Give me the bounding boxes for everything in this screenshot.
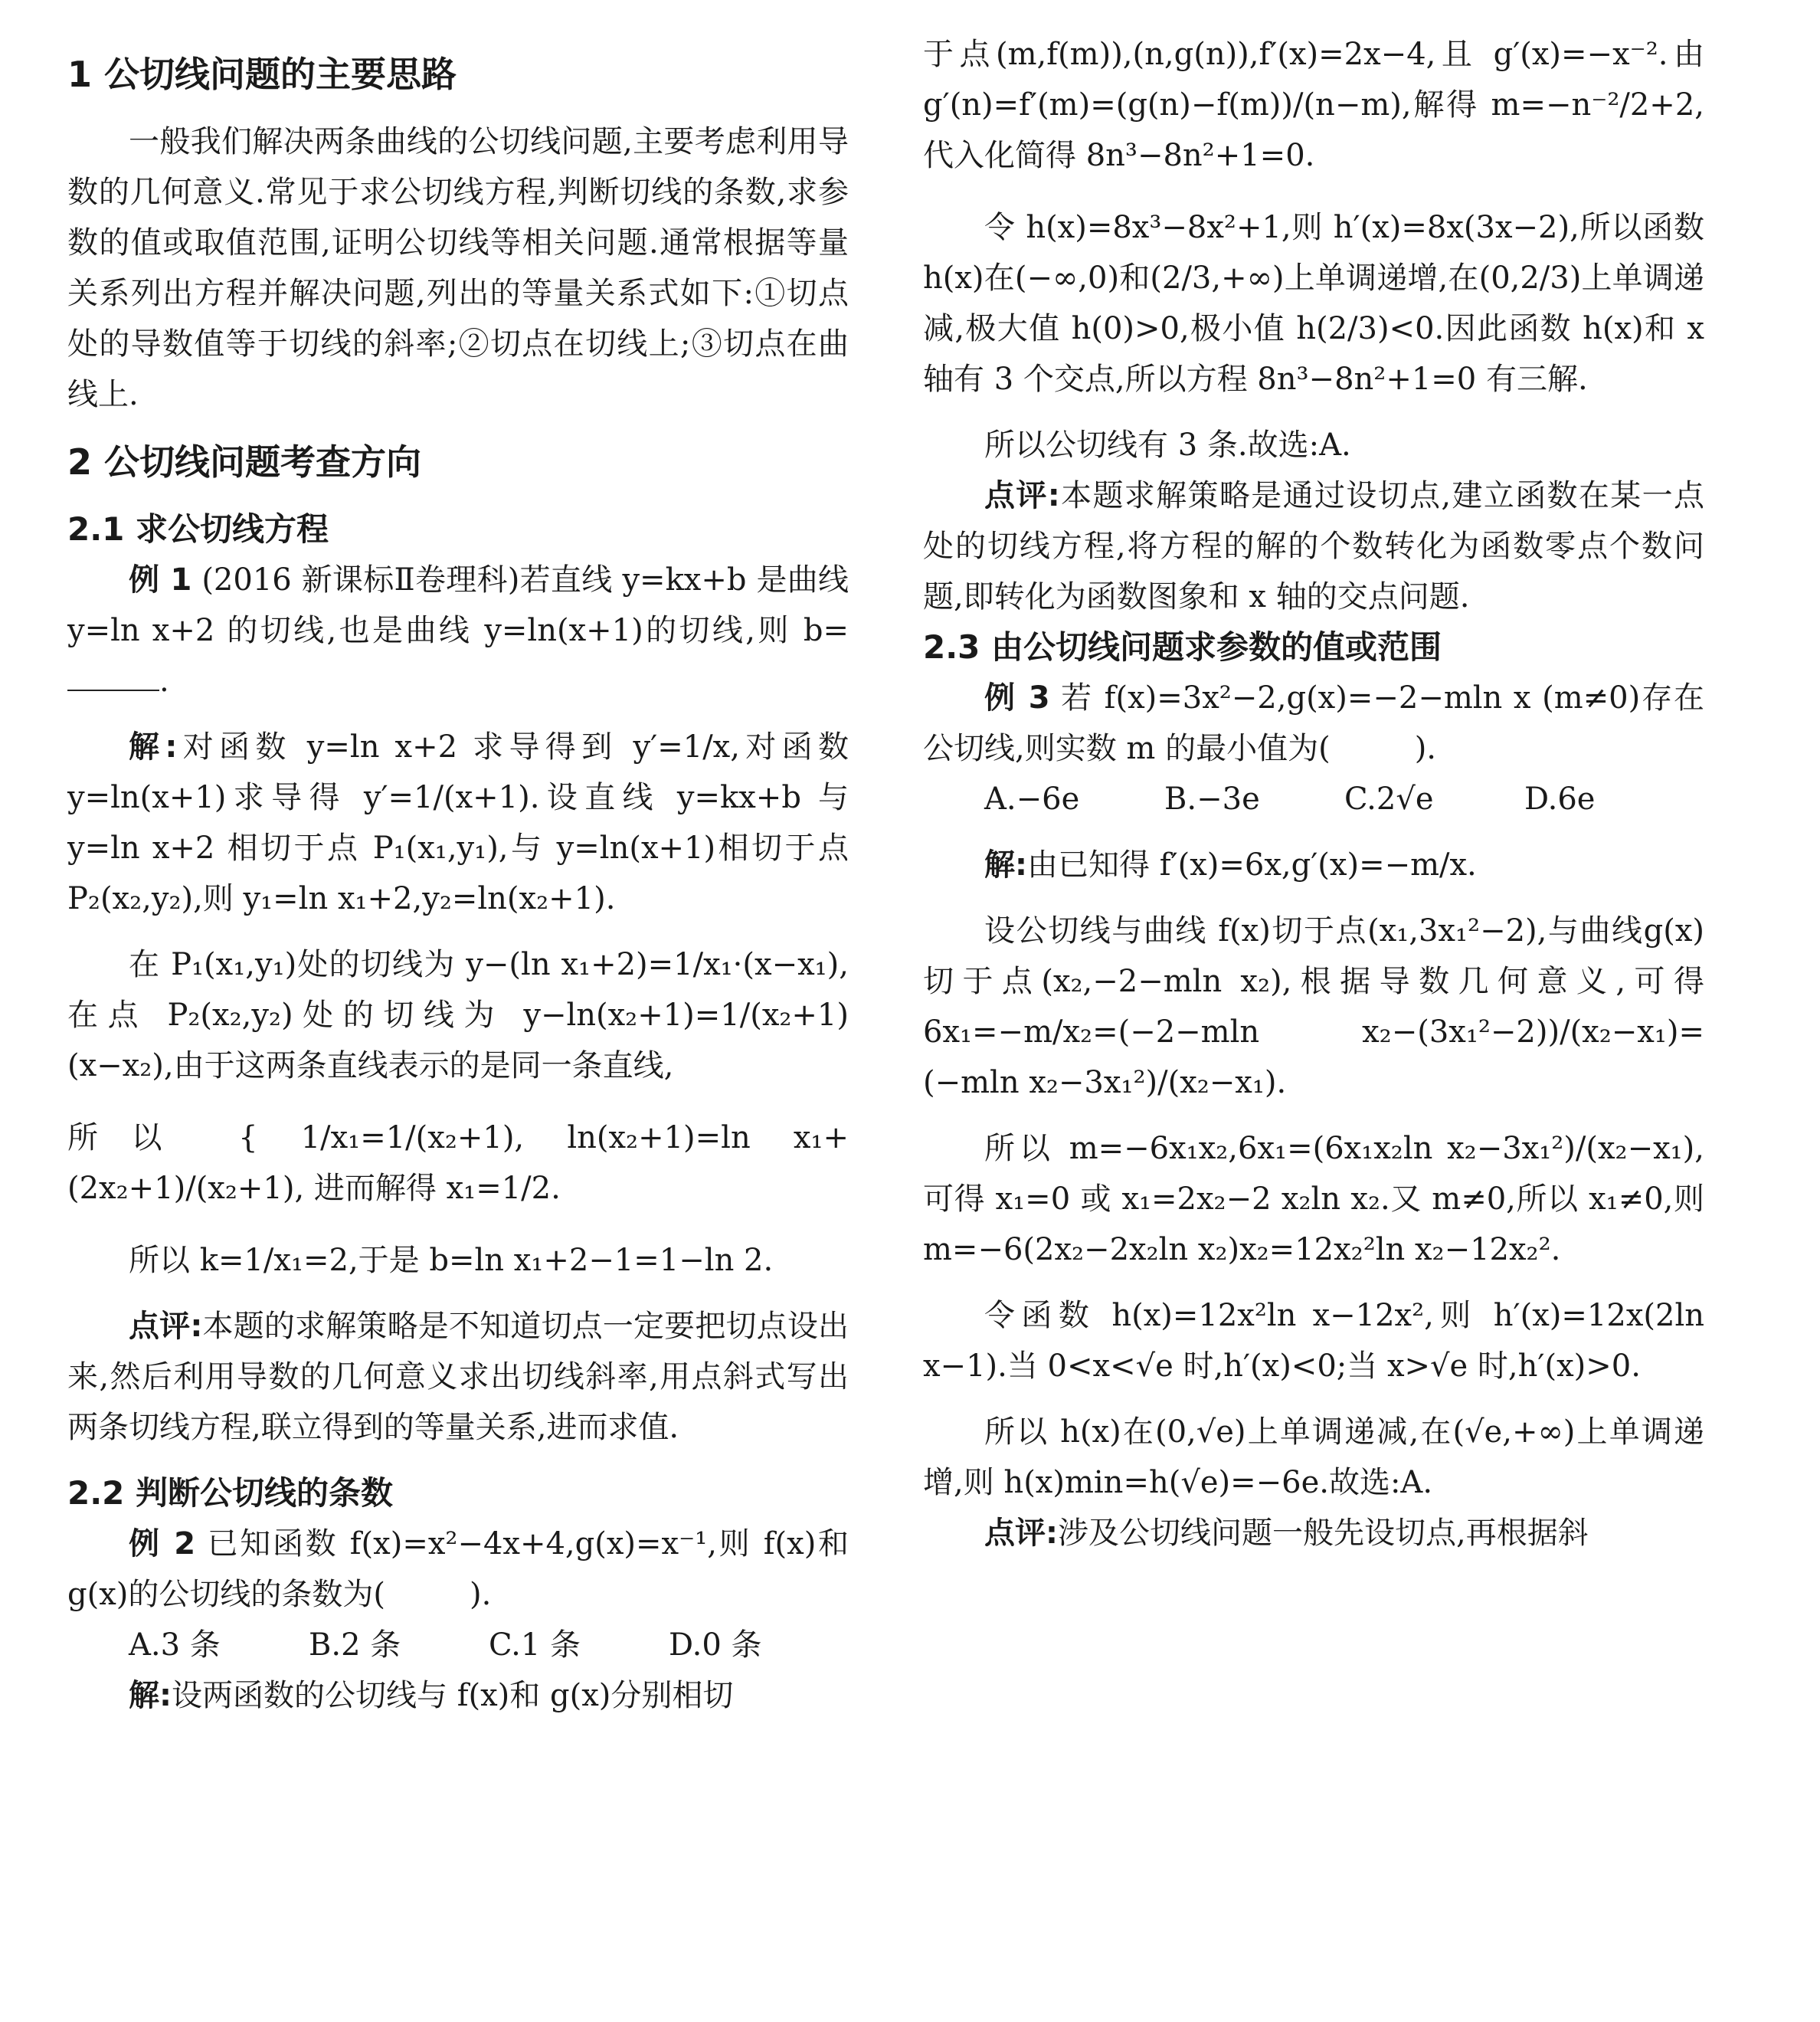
review-label: 点评: [129,1309,203,1344]
solution-2-b: 于点(m,f(m)),(n,g(n)),f′(x)=2x−4,且 g′(x)=−x⁻².由 g′(n)=f′(m)=(g(n)−f(m))/(n−m),解得 m=−n⁻²/2+2,代入化简得 8n³−8n²+1=0. [923,37,1704,173]
section-2-2-title: 2.2 判断公切线的条数 [67,1474,394,1512]
solution-2-d: 所以公切线有 3 条.故选:A. [984,428,1351,463]
solution-label: 解: [984,847,1027,883]
solution-label: 解: [129,729,178,765]
example-2-end: ). [469,1577,492,1612]
example-3-label: 例 3 [984,680,1050,716]
review-2-text: 本题求解策略是通过设切点,建立函数在某一点处的切线方程,将方程的解的个数转化为函数零点个数问题,即转化为函数图象和 x 轴的交点问题. [923,478,1704,614]
section-2-title: 2 公切线问题考查方向 [67,441,422,483]
solution-3-b: 设公切线与曲线 f(x)切于点(x₁,3x₁²−2),与曲线g(x)切于点(x₂,−2−mln x₂),根据导数几何意义,可得 6x₁=−m/x₂=(−2−mln x₂−(3x₁²−2))/(x₂−x₁)=(−mln x₂−3x₁²)/(x₂−x₁). [923,913,1704,1100]
option-c: C.1 条 [489,1627,581,1663]
solution-1-a [67,722,849,924]
solution-3-e: 所以 h(x)在(0,√e)上单调递减,在(√e,+∞)上单调递增,则 h(x)min=h(√e)=−6e.故选:A. [923,1414,1704,1500]
review-label: 点评: [984,1516,1058,1551]
example-3-options [923,774,1704,824]
solution-3-a [923,840,1704,890]
review-1-text: 本题的求解策略是不知道切点一定要把切点设出来,然后利用导数的几何意义求出切线斜率,用点斜式写出两条切线方程,联立得到的等量关系,进而求值. [67,1309,849,1445]
review-3 [923,1508,1704,1558]
review-3-text: 涉及公切线问题一般先设切点,再根据斜 [1058,1516,1589,1551]
example-1-text: (2016 新课标Ⅱ卷理科)若直线 y=kx+b 是曲线 y=ln x+2 的切线,也是曲线 y=ln(x+1)的切线,则 b= [67,562,849,648]
left-column [67,0,849,1721]
option-a: A.−6e [984,782,1080,817]
example-3 [923,673,1704,774]
review-label: 点评: [984,478,1060,513]
example-2-label: 例 2 [129,1526,196,1562]
option-b: B.2 条 [309,1627,401,1663]
solution-1-a-text: 对函数 y=ln x+2 求导得到 y′=1/x,对函数 y=ln(x+1)求导得 y′=1/(x+1).设直线 y=kx+b 与 y=ln x+2 相切于点 P₁(x₁,y₁),与 y=ln(x+1)相切于点 P₂(x₂,y₂),则 y₁=ln x₁+2,y₂=ln(x₂+1). [67,729,849,916]
solution-2-a-text: 设两函数的公切线与 f(x)和 g(x)分别相切 [172,1678,734,1713]
solution-3-a-text: 由已知得 f′(x)=6x,g′(x)=−m/x. [1027,847,1477,883]
solution-3-c: 所以 m=−6x₁x₂,6x₁=(6x₁x₂ln x₂−3x₁²)/(x₂−x₁),可得 x₁=0 或 x₁=2x₂−2 x₂ln x₂.又 m≠0,所以 x₁≠0,则 m=−6(2x₂−2x₂ln x₂)x₂=12x₂²ln x₂−12x₂². [923,1131,1704,1267]
option-d: D.6e [1524,782,1596,817]
section-2-1-title: 2.1 求公切线方程 [67,510,329,548]
example-3-end: ). [1414,731,1437,766]
right-column [923,0,1704,1558]
solution-1-d: 所以 k=1/x₁=2,于是 b=ln x₁+2−1=1−ln 2. [129,1243,774,1278]
option-b: B.−3e [1164,782,1260,817]
example-1-label: 例 1 [129,562,192,598]
solution-1-system: 所以 { 1/x₁=1/(x₂+1), ln(x₂+1)=ln x₁+(2x₂+1)/(x₂+1), 进而解得 x₁=1/2. [67,1120,849,1206]
option-d: D.0 条 [669,1627,762,1663]
solution-label: 解: [129,1678,172,1713]
solution-2-c: 令 h(x)=8x³−8x²+1,则 h′(x)=8x(3x−2),所以函数 h(x)在(−∞,0)和(2/3,+∞)上单调递增,在(0,2/3)上单调递减,极大值 h(0)>0,极小值 h(2/3)<0.因此函数 h(x)和 x 轴有 3 个交点,所以方程 8n³−8n²+1=0 有三解. [923,210,1704,397]
option-c: C.2√e [1344,782,1434,817]
example-2-text: 已知函数 f(x)=x²−4x+4,g(x)=x⁻¹,则 f(x)和 g(x)的公切线的条数为( [67,1526,849,1612]
example-2-options [67,1620,849,1670]
answer-blank [67,659,159,691]
option-a: A.3 条 [129,1627,221,1663]
section-1-title: 1 公切线问题的主要思路 [67,54,457,95]
example-1 [67,555,849,706]
solution-3-d: 令函数 h(x)=12x²ln x−12x²,则 h′(x)=12x(2ln x−1).当 0<x<√e 时,h′(x)<0;当 x>√e 时,h′(x)>0. [923,1298,1704,1384]
example-2 [67,1519,849,1620]
solution-1-b: 在 P₁(x₁,y₁)处的切线为 y−(ln x₁+2)=1/x₁·(x−x₁),在点 P₂(x₂,y₂)处的切线为 y−ln(x₂+1)=1/(x₂+1)(x−x₂),由于这两条直线表示的是同一条直线, [67,947,849,1083]
example-3-text: 若 f(x)=3x²−2,g(x)=−2−mln x (m≠0)存在公切线,则实数 m 的最小值为( [923,680,1704,766]
solution-2-a [67,1670,849,1721]
example-1-end: . [159,664,169,699]
section-1-paragraph: 一般我们解决两条曲线的公切线问题,主要考虑利用导数的几何意义.常见于求公切线方程,判断切线的条数,求参数的值或取值范围,证明公切线等相关问题.通常根据等量关系列出方程并解决问题,列出的等量关系式如下:①切点处的导数值等于切线的斜率;②切点在切线上;③切点在曲线上. [67,124,849,412]
review-1 [67,1301,849,1453]
section-2-3-title: 2.3 由公切线问题求参数的值或范围 [923,628,1442,666]
review-2 [923,470,1704,622]
